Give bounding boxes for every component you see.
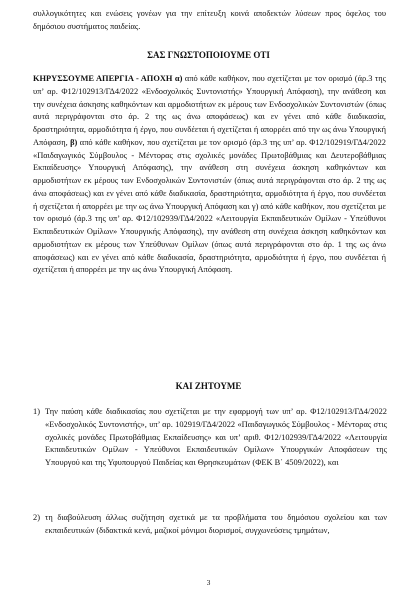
demand-number: 1) xyxy=(33,407,40,416)
strike-part-a: από κάθε καθήκον, που σχετίζεται με τον ορισμό (άρ.3 της υπ’ αρ. Φ12/102913/ΓΔ4/2022 «Ενδοσχολικός Συντονιστής» Υπουργική Απόφαση), την ανάθεση και την συνέχεια άσκησης καθηκόντων και αρμοδιοτήτων εκ μέρους των Ενδοσχολικών Συντονιστών (όπως αυτά περιγράφονται στο άρ. 2 της ως άνω αποφάσεως) και εν γένει από κάθε διαδικασία, δραστηριότητα, αρμοδιότητα ή έργο, που συνδέεται ή σχετίζεται ή απορρέει από την ως άνω Υπουργική Απόφαση, xyxy=(33,74,386,147)
heading-demands: ΚΑΙ ΖΗΤΟΥΜΕ xyxy=(175,381,242,391)
strike-part-b: από κάθε καθήκον, που σχετίζεται με τον ορισμό (άρ.3 της υπ’ αρ. Φ12/102919/ΓΔ4/2022 «Παιδαγωγικός Σύμβουλος - Μέντορας στις σχολικές μονάδες Πρωτοβάθμιας και Δευτεροβάθμιας Εκπαίδευσης» Υπουργική Απόφασης), την ανάθεση στη συνέχεια άσκηση καθηκόντων και αρμοδιοτήτων εκ μέρους των Ενδοσχολικών Συντονιστών (όπως αυτά περιγράφονται στο άρ. 2 της ως άνω αποφάσεως) και εν γένει από κάθε διαδικασία, δραστηριότητα, αρμοδιότητα ή έργο, που συνδέεται ή σχετίζεται ή απορρέει με την ως άνω Υπουργική Απόφαση και γ) από κάθε καθήκον, που σχετίζεται με τον ορισμό (άρ.3 της υπ’ αρ. Φ12/102939/ΓΔ4/2022 «Λειτουργία Εκπαιδευτικών Ομίλων - Υπεύθυνοι Εκπαιδευτικών Ομίλων» Υπουργικής Απόφασης), την ανάθεση στη συνέχεια άσκηση καθηκόντων και αρμοδιοτήτων εκ μέρους των Υπεύθυνων Ομίλων (όπως αυτά περιγράφονται στο άρ. 1 της ως άνω αποφάσεως) και εν γένει από κάθε διαδικασία, δραστηριότητα, αρμοδιότητα ή έργο, που συνδέεται ή σχετίζεται ή απορρέει με την ως άνω Υπουργική Απόφαση. xyxy=(33,137,386,275)
intro-paragraph: συλλογικότητες και ενώσεις γονέων για την επίτευξη κοινά αποδεκτών λύσεων προς όφελος του δημόσιου συστήματος παιδείας. xyxy=(33,9,386,31)
demand-text: τη διαβούλευση άλλως συζήτηση σχετικά με τα προβλήματα του δημόσιου σχολείου και των εκπαιδευτικών (διδακτικά κενά, μαζικοί μόνιμοι διορισμοί, συγχωνεύσεις τμημάτων, xyxy=(45,513,387,535)
page-number: 3 xyxy=(206,578,211,587)
strike-paragraph xyxy=(33,73,386,277)
demand-text: Την παύση κάθε διαδικασίας που σχετίζεται με την εφαρμογή των υπ’ αρ. Φ12/102913/ΓΔ4/2022 «Ενδοσχολικός Συντονιστής», υπ’ αρ. 102919/ΓΔ4/2022 «Παιδαγωγικός Σύμβουλος - Μέντορας στις σχολικές μονάδες Πρωτοβάθμιας Εκπαίδευσης» και υπ’ αριθ. Φ12/102939/ΓΔ4/2022 «Λειτουργία Εκπαιδευτικών Ομίλων - Υπεύθυνοι Εκπαιδευτικών Ομίλων» Υπουργικών Αποφάσεων της Υπουργού και της Υφυπουργού Παιδείας και Θρησκευμάτων (ΦΕΚ Β΄ 4509/2022), και xyxy=(45,407,387,467)
demand-number: 2) xyxy=(33,513,40,522)
strike-lead: ΚΗΡΥΣΣΟΥΜΕ ΑΠΕΡΓΙΑ - ΑΠΟΧΗ α) xyxy=(33,74,183,83)
heading-notification: ΣΑΣ ΓΝΩΣΤΟΠΟΙΟΥΜΕ ΟΤΙ xyxy=(147,50,270,60)
strike-b-label: β) xyxy=(70,137,78,147)
